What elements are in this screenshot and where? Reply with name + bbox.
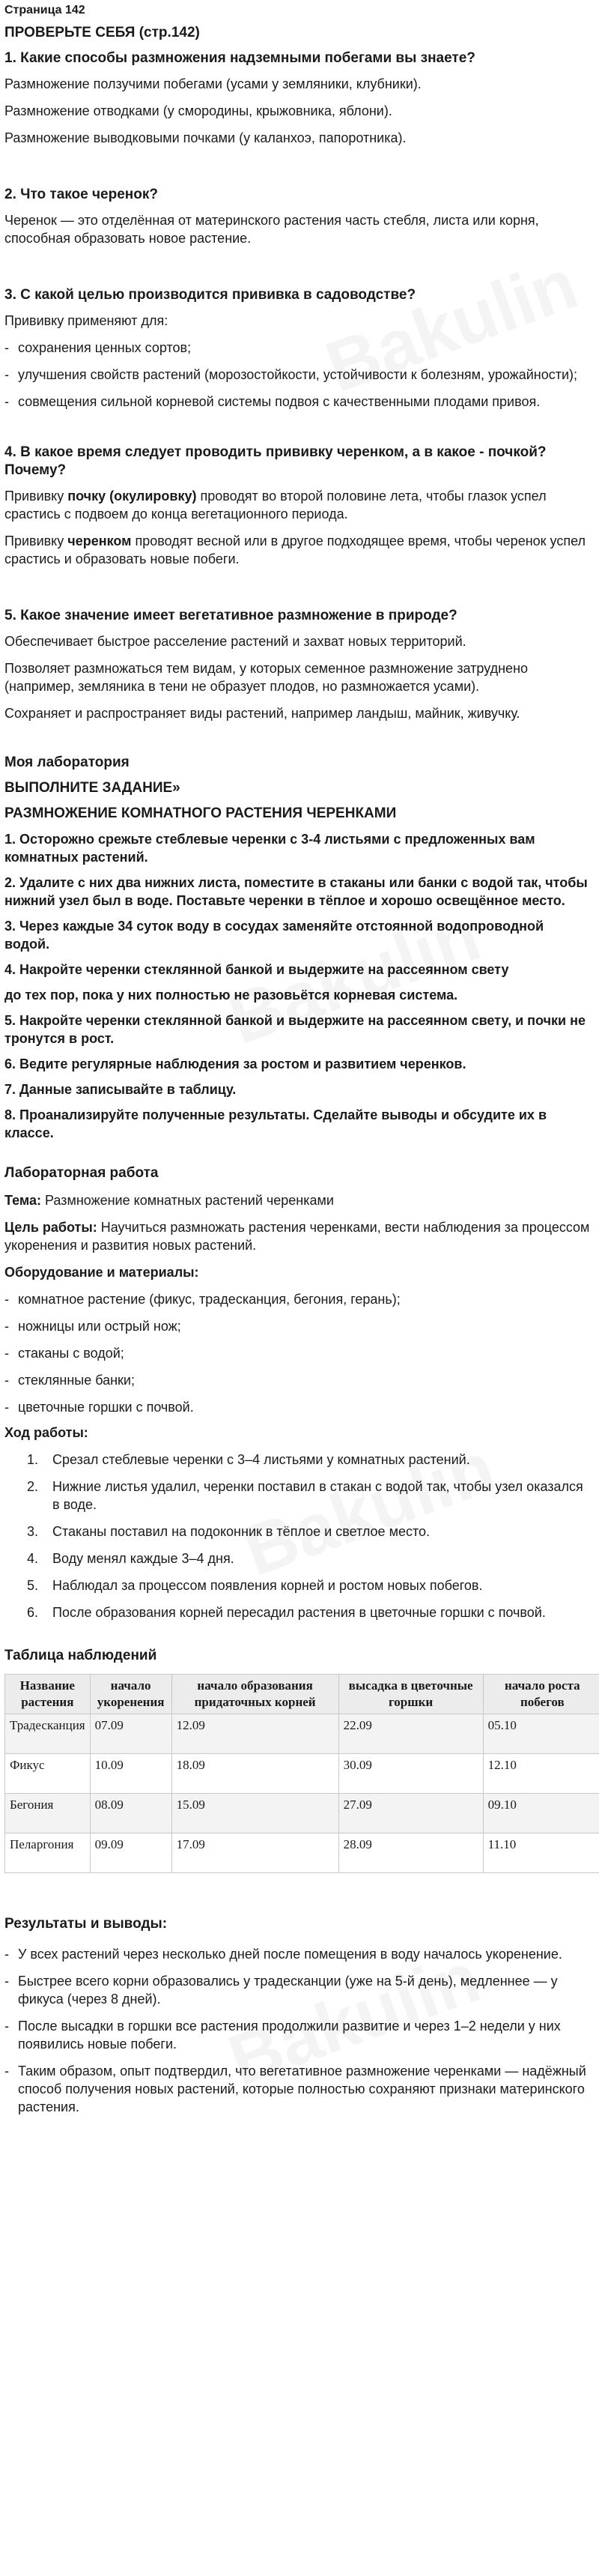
progress-list <box>4 1451 590 1621</box>
list-item: - сохранения ценных сортов; <box>4 339 590 357</box>
answer-2: Черенок — это отделённая от материнского растения часть стебля, листа или корня, способная образовать новое растение. <box>4 213 539 246</box>
table-cell: 17.09 <box>171 1833 338 1873</box>
answer-5-line: Позволяет размножаться тем видам, у которых семенное размножение затруднено (например, земляника в тени не образует плодов, но размножается усами). <box>4 661 529 694</box>
table-row <box>5 1754 599 1794</box>
label: Тема: <box>4 1193 41 1208</box>
lab-step: 3. Через каждые 34 суток воду в сосудах заменяйте отстоянной водопроводной водой. <box>4 919 544 952</box>
answer-5-line: Сохраняет и распространяет виды растений, например ландыш, майник, живучку. <box>4 706 520 721</box>
table-cell: Фикус <box>5 1754 91 1794</box>
lab-step: 1. Осторожно срежьте стеблевые черенки с 3-4 листьями с предложенных вам комнатных растений. <box>4 832 535 865</box>
table-cell: 09.09 <box>90 1833 171 1873</box>
table-cell: 08.09 <box>90 1794 171 1833</box>
lab-step: 2. Удалите с них два нижних листа, поместите в стаканы или банки с водой так, чтобы нижний узел был в воде. Поставьте черенки в тёплое и хорошо освещённое место. <box>4 875 588 908</box>
list-item: - Быстрее всего корни образовались у традесканции (уже на 5-й день), медленнее — у фикуса (через 8 дней). <box>4 1972 590 2008</box>
table-cell: 15.09 <box>171 1794 338 1833</box>
lab-task-section <box>4 754 590 1142</box>
answer-3-intro: Прививку применяют для: <box>4 313 168 328</box>
lab-step: 7. Данные записывайте в таблицу. <box>4 1082 237 1097</box>
answer-4-cutting <box>4 532 590 568</box>
table-cell: 30.09 <box>338 1754 483 1794</box>
table-cell: Пеларгония <box>5 1833 91 1873</box>
results-list <box>4 1945 590 2116</box>
equipment-list <box>4 1290 590 1416</box>
section-title: ПРОВЕРЬТЕ СЕБЯ (стр.142) <box>4 25 200 40</box>
answer-4-bud <box>4 487 590 523</box>
text: проводят во второй половине лета, чтобы глазок успел срастись с подвоем до конца вегетационного периода. <box>4 489 547 521</box>
list-item: - Таким образом, опыт подтвердил, что вегетативное размножение черенками — надёжный способ получения новых растений, которые полностью сохраняют признаки материнского растения. <box>4 2062 590 2116</box>
table-cell: 12.10 <box>483 1754 599 1794</box>
list-item: - стеклянные банки; <box>4 1371 590 1389</box>
lab-step: 5. Накройте черенки стеклянной банкой и выдержите на рассеянном свету, и почки не тронутся в рост. <box>4 1013 586 1046</box>
table-cell: Традесканция <box>5 1714 91 1754</box>
question-4: 4. В какое время следует проводить прививку черенком, а в какое - почкой? Почему? <box>4 444 547 478</box>
answer-5-line: Обеспечивает быстрое расселение растений и захват новых территорий. <box>4 634 466 649</box>
list-item: - комнатное растение (фикус, традесканция, бегония, герань); <box>4 1290 590 1308</box>
table-cell: Бегония <box>5 1794 91 1833</box>
table-header-cell: начало роста побегов <box>483 1675 599 1714</box>
table-cell: 22.09 <box>338 1714 483 1754</box>
question-2: 2. Что такое черенок? <box>4 187 158 202</box>
list-item: - У всех растений через несколько дней после помещения в воду началось укоренение. <box>4 1945 590 1963</box>
answer-3-list <box>4 339 590 411</box>
table-header-cell: Название растения <box>5 1675 91 1714</box>
table-title: Таблица наблюдений <box>4 1648 157 1663</box>
question-3: 3. С какой целью производится прививка в садоводстве? <box>4 287 416 303</box>
equipment-label: Оборудование и материалы: <box>4 1265 199 1280</box>
text: Размножение комнатных растений черенками <box>40 1193 334 1208</box>
table-header-cell: начало укоренения <box>90 1675 171 1714</box>
list-item: - После высадки в горшки все растения продолжили развитие и через 1–2 недели у них появились новые побеги. <box>4 2017 590 2053</box>
progress-label: Ход работы: <box>4 1425 88 1440</box>
table-row <box>5 1833 599 1873</box>
lab-step: 6. Ведите регулярные наблюдения за ростом и развитием черенков. <box>4 1056 466 1071</box>
answer-1-line: Размножение ползучими побегами (усами у земляники, клубники). <box>4 76 422 91</box>
list-item: 1. Срезал стеблевые черенки с 3–4 листьями у комнатных растений. <box>42 1451 590 1469</box>
question-5: 5. Какое значение имеет вегетативное размножение в природе? <box>4 608 457 623</box>
table-cell: 09.10 <box>483 1794 599 1833</box>
answer-1-line: Размножение отводками (у смородины, крыжовника, яблони). <box>4 103 392 118</box>
text: Прививку <box>4 533 68 548</box>
bold-term: почку (окулировку) <box>67 489 197 504</box>
page-number: Страница 142 <box>4 4 85 16</box>
table-cell: 28.09 <box>338 1833 483 1873</box>
lab-task: ВЫПОЛНИТЕ ЗАДАНИЕ» <box>4 780 180 796</box>
lab-theme <box>4 1191 590 1209</box>
table-header-row <box>5 1675 599 1714</box>
list-item: 3. Стаканы поставил на подоконник в тёплое и светлое место. <box>42 1523 590 1541</box>
lab-subtitle: РАЗМНОЖЕНИЕ КОМНАТНОГО РАСТЕНИЯ ЧЕРЕНКАМИ <box>4 805 397 821</box>
list-item: - ножницы или острый нож; <box>4 1317 590 1335</box>
table-cell: 18.09 <box>171 1754 338 1794</box>
list-item: - цветочные горшки с почвой. <box>4 1398 590 1416</box>
table-cell: 12.09 <box>171 1714 338 1754</box>
text: Прививку <box>4 489 68 504</box>
question-1: 1. Какие способы размножения надземными побегами вы знаете? <box>4 50 475 66</box>
lab-goal <box>4 1218 590 1254</box>
results-title: Результаты и выводы: <box>4 1916 168 1932</box>
table-cell: 11.10 <box>483 1833 599 1873</box>
table-cell: 07.09 <box>90 1714 171 1754</box>
answer-1-line: Размножение выводковыми почками (у каланхоэ, папоротника). <box>4 130 407 145</box>
lab-work-title: Лабораторная работа <box>4 1165 159 1181</box>
list-item: - совмещения сильной корневой системы подвоя с качественными плодами привоя. <box>4 393 590 411</box>
label: Цель работы: <box>4 1220 97 1235</box>
lab-heading: Моя лаборатория <box>4 755 130 770</box>
lab-step: 4. Накройте черенки стеклянной банкой и выдержите на рассеянном свету <box>4 962 509 977</box>
bold-term: черенком <box>67 533 132 548</box>
table-row <box>5 1794 599 1833</box>
table-cell: 05.10 <box>483 1714 599 1754</box>
lab-step: до тех пор, пока у них полностью не разовьётся корневая система. <box>4 988 458 1003</box>
list-item: - стаканы с водой; <box>4 1344 590 1362</box>
table-header-cell: высадка в цветочные горшки <box>338 1675 483 1714</box>
table-cell: 27.09 <box>338 1794 483 1833</box>
lab-step: 8. Проанализируйте полученные результаты. Сделайте выводы и обсудите их в классе. <box>4 1107 547 1140</box>
list-item: 5. Наблюдал за процессом появления корней и ростом новых побегов. <box>42 1576 590 1594</box>
text: Научиться размножать растения черенками, вести наблюдения за процессом укоренения и развития новых растений. <box>4 1220 590 1253</box>
list-item: 2. Нижние листья удалил, черенки поставил в стакан с водой так, чтобы узел оказался в воде. <box>42 1478 590 1514</box>
list-item: 4. Воду менял каждые 3–4 дня. <box>42 1549 590 1567</box>
observation-table <box>4 1674 599 1873</box>
text: проводят весной или в другое подходящее время, чтобы черенок успел срастись и образовать новые побеги. <box>4 533 586 566</box>
list-item: 6. После образования корней пересадил растения в цветочные горшки с почвой. <box>42 1603 590 1621</box>
list-item: - улучшения свойств растений (морозостойкости, устойчивости к болезням, урожайности); <box>4 366 590 384</box>
table-cell: 10.09 <box>90 1754 171 1794</box>
table-row <box>5 1714 599 1754</box>
table-header-cell: начало образования придаточных корней <box>171 1675 338 1714</box>
